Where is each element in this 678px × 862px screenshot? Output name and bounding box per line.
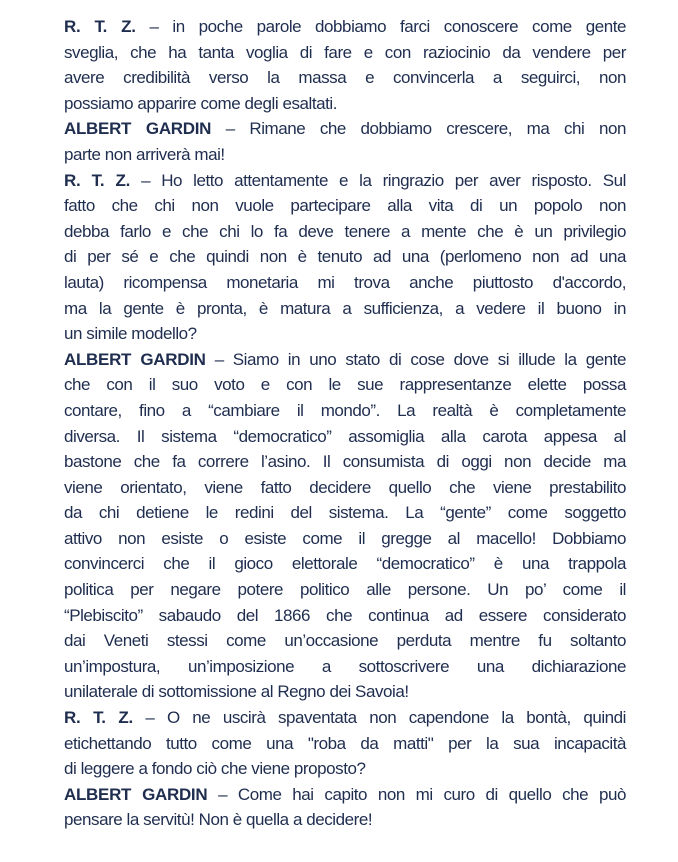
line-text: lauta) ricompensa monetaria mi trova anche piuttosto d'accordo, — [64, 272, 626, 292]
line-text: un’impostura, un’imposizione a sottoscrivere una dichiarazione — [64, 656, 626, 676]
text-line — [64, 244, 626, 270]
line-text: convincerci che il gioco elettorale “democratico” è una trappola — [64, 554, 626, 574]
dialogue-exchange — [64, 116, 626, 167]
line-text: bastone che fa correre l’asino. Il consumista di oggi non decide ma — [64, 452, 626, 472]
line-text: contare, fino a “cambiare il mondo”. La realtà è completamente — [64, 400, 626, 420]
text-line — [64, 116, 626, 142]
line-text: – Rimane che dobbiamo crescere, ma chi non — [211, 119, 626, 139]
text-line — [64, 296, 626, 322]
line-text: avere credibilità verso la massa e convincerla a seguirci, non — [64, 68, 626, 88]
text-line — [64, 142, 626, 168]
text-line — [64, 398, 626, 424]
line-text: ma la gente è pronta, è matura a sufficienza, a vedere il buono in — [64, 298, 626, 318]
speaker-name: R. T. Z. — [64, 170, 131, 190]
text-line — [64, 526, 626, 552]
line-text: dai Veneti stessi come un’occasione perduta mentre fu soltanto — [64, 631, 626, 651]
speaker-name: ALBERT GARDIN — [64, 349, 206, 369]
text-line — [64, 372, 626, 398]
text-line — [64, 628, 626, 654]
text-line — [64, 705, 626, 731]
text-line — [64, 475, 626, 501]
text-line — [64, 782, 626, 808]
text-line — [64, 168, 626, 194]
line-text: – in poche parole dobbiamo farci conoscere come gente — [135, 17, 626, 36]
dialogue-exchange — [64, 347, 626, 705]
text-line — [64, 91, 626, 117]
line-text: un simile modello? — [64, 324, 197, 344]
dialogue-exchange — [64, 14, 626, 116]
text-line — [64, 193, 626, 219]
line-text: possiamo apparire come degli esaltati. — [64, 93, 337, 113]
line-text: – Come hai capito non mi curo di quello che può — [207, 784, 626, 804]
line-text: di per sé e che quindi non è tenuto ad una (perlomeno non ad una — [64, 247, 626, 267]
line-text: – Ho letto attentamente e la ringrazio per aver risposto. Sul — [130, 170, 626, 190]
dialogue-exchange — [64, 705, 626, 782]
text-line — [64, 219, 626, 245]
text-line — [64, 679, 626, 705]
line-text: attivo non esiste o esiste come il gregge al macello! Dobbiamo — [64, 528, 626, 548]
line-text: che con il suo voto e con le sue rappresentanze elette possa — [64, 375, 626, 395]
speaker-name: ALBERT GARDIN — [64, 784, 208, 804]
line-text: – O ne uscirà spaventata non capendone la bontà, quindi — [132, 708, 626, 728]
text-line — [64, 40, 626, 66]
speaker-name: R. T. Z. — [64, 708, 133, 728]
text-line — [64, 807, 626, 833]
speaker-name: R. T. Z. — [64, 17, 136, 36]
line-text: pensare la servitù! Non è quella a decidere! — [64, 810, 373, 830]
text-line — [64, 270, 626, 296]
line-text: sveglia, che ha tanta voglia di fare e con raziocinio da vendere per — [64, 42, 626, 62]
text-line — [64, 449, 626, 475]
line-text: unilaterale di sottomissione al Regno dei Savoia! — [64, 682, 409, 702]
line-text: – Siamo in uno stato di cose dove si illude la gente — [205, 349, 626, 369]
line-text: etichettando tutto come una "roba da matti" per la sua incapacità — [64, 733, 626, 753]
text-line — [64, 577, 626, 603]
text-line — [64, 347, 626, 373]
line-text: parte non arriverà mai! — [64, 144, 225, 164]
line-text: diversa. Il sistema “democratico” assomiglia alla carota appesa al — [64, 426, 626, 446]
line-text: da chi detiene le redini del sistema. La “gente” come soggetto — [64, 503, 626, 523]
speaker-name: ALBERT GARDIN — [64, 119, 212, 139]
line-text: di leggere a fondo ciò che viene proposto? — [64, 759, 366, 779]
text-line — [64, 756, 626, 782]
line-text: viene orientato, viene fatto decidere quello che viene prestabilito — [64, 477, 626, 497]
text-line — [64, 731, 626, 757]
line-text: “Plebiscito” sabaudo del 1866 che continua ad essere considerato — [64, 605, 626, 625]
document-page — [64, 14, 626, 833]
text-line — [64, 551, 626, 577]
line-text: fatto che chi non vuole partecipare alla vita di un popolo non — [64, 196, 626, 216]
text-line — [64, 65, 626, 91]
line-text: politica per negare potere politico alle persone. Un po’ come il — [64, 580, 626, 600]
text-line — [64, 424, 626, 450]
line-text: debba farlo e che chi lo fa deve tenere a mente che è un privilegio — [64, 221, 626, 241]
text-line — [64, 14, 626, 40]
text-line — [64, 321, 626, 347]
text-line — [64, 603, 626, 629]
text-line — [64, 500, 626, 526]
dialogue-exchange — [64, 168, 626, 347]
text-line — [64, 654, 626, 680]
dialogue-exchange — [64, 782, 626, 833]
